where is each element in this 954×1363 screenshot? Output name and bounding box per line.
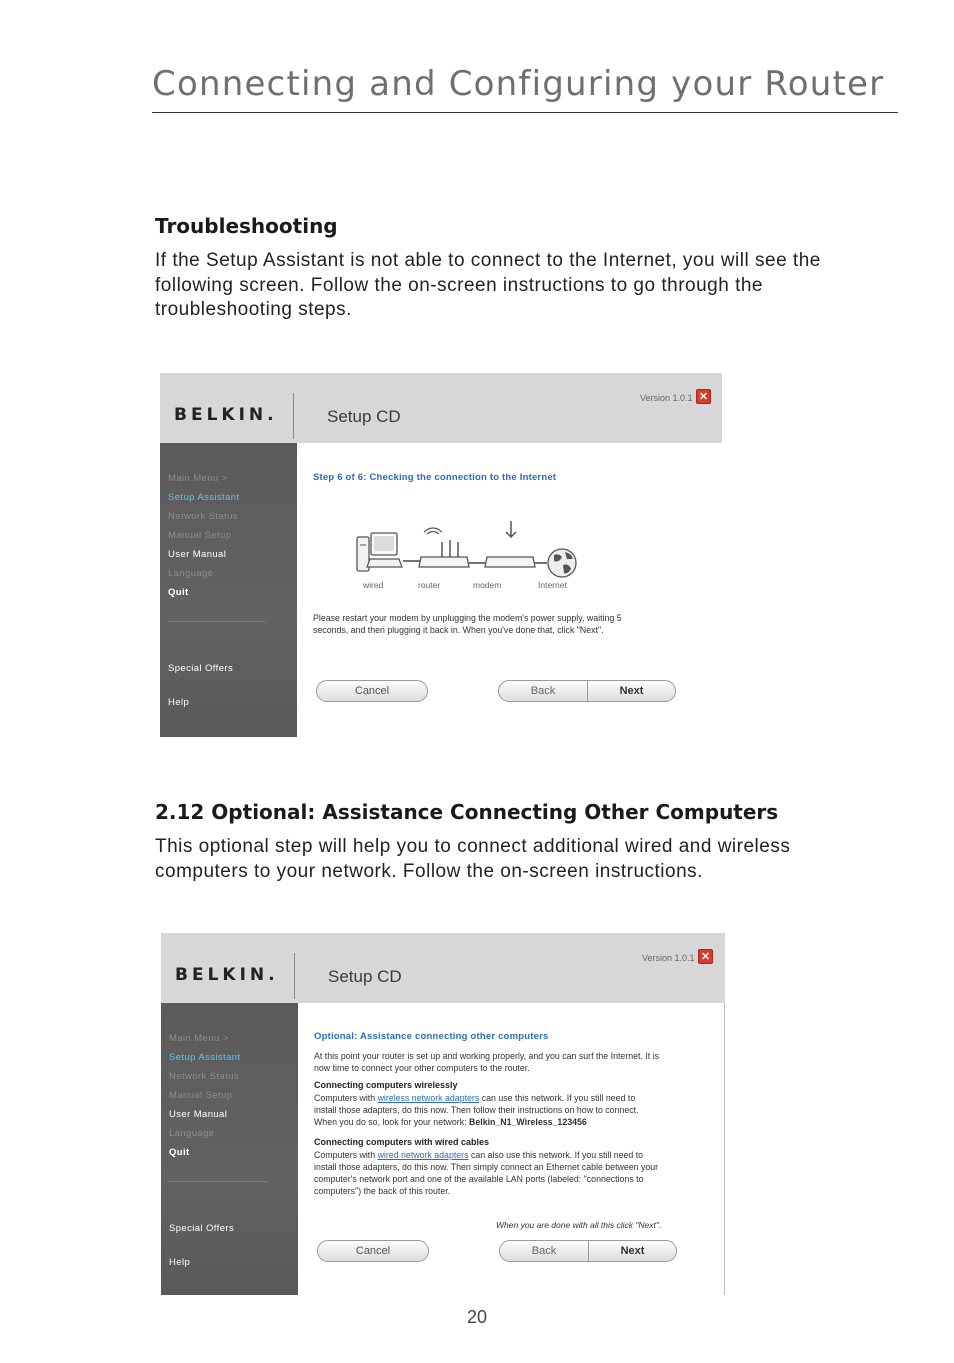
nav-setup-assistant[interactable]: Setup Assistant (168, 492, 240, 503)
page-header (152, 60, 898, 113)
wireless-text: Computers with wireless network adapters can use this network. If you still need to install those adapters, do this now. Then follow their instructions on how to connect. When you do so, look for your network: Belkin_N1_Wireless_123456 (314, 1093, 639, 1127)
nav-main-menu[interactable]: Main Menu > (169, 1033, 229, 1044)
sidebar-divider (169, 1181, 267, 1182)
app-header (161, 933, 725, 1003)
version-label: Version 1.0.1 (640, 393, 693, 403)
diagram-label-modem: modem (473, 580, 502, 590)
main-panel (298, 1003, 725, 1295)
troubleshooting-heading: Troubleshooting (155, 214, 338, 238)
wireless-heading: Connecting computers wirelessly (314, 1080, 458, 1090)
wired-adapters-link[interactable]: wired network adapters (377, 1150, 469, 1160)
nav-manual-setup[interactable]: Manual Setup (168, 530, 232, 541)
wireless-adapters-link[interactable]: wireless network adapters (377, 1093, 480, 1103)
app-title: Setup CD (327, 407, 401, 426)
wired-text: Computers with wired network adapters can also use this network. If you still need to install those adapters, do this now. Then simply connect an Ethernet cable between your computer's network port and one of the available LAN ports (labeled: "connections to computers") the back of this router. (314, 1150, 659, 1196)
network-name: Belkin_N1_Wireless_123456 (469, 1117, 587, 1127)
nav-network-status[interactable]: Network Status (168, 511, 239, 522)
logo-divider (293, 393, 294, 439)
nav-setup-assistant[interactable]: Setup Assistant (169, 1052, 241, 1063)
nav-network-status[interactable]: Network Status (169, 1071, 240, 1082)
nav-language[interactable]: Language (168, 568, 214, 579)
setup-screen-optional (161, 933, 725, 1295)
nav-manual-setup[interactable]: Manual Setup (169, 1090, 233, 1101)
diagram-label-internet: Internet (538, 580, 567, 590)
optional-heading: Optional: Assistance connecting other computers (314, 1031, 549, 1042)
cancel-button[interactable]: Cancel (316, 680, 428, 702)
sidebar-divider (168, 621, 266, 622)
nav-main-menu[interactable]: Main Menu > (168, 473, 228, 484)
computer-icon (357, 533, 402, 571)
page-number: 20 (466, 1307, 488, 1327)
troubleshooting-body: If the Setup Assistant is not able to connect to the Internet, you will see the following screen. Follow the on-screen instructions to go through the troubleshooting steps. (155, 250, 821, 320)
setup-screen-troubleshooting (160, 373, 722, 737)
nav-special-offers[interactable]: Special Offers (168, 663, 234, 674)
next-button[interactable]: Next (620, 1245, 645, 1257)
nav-quit[interactable]: Quit (169, 1147, 190, 1158)
router-icon (419, 528, 469, 567)
nav-user-manual[interactable]: User Manual (168, 549, 227, 560)
restart-instruction: Please restart your modem by unplugging the modem's power supply, waiting 5 seconds, and then plugging it back in. When you've done that, click "Next". (313, 613, 622, 635)
intro-text: At this point your router is set up and working properly, and you can surf the Internet. It is now time to connect your other computers to the router. (314, 1051, 660, 1073)
back-button[interactable]: Back (530, 685, 556, 697)
frame-right-edge (724, 1003, 725, 1295)
nav-language[interactable]: Language (169, 1128, 215, 1139)
belkin-logo: BELKIN. (174, 405, 278, 425)
globe-icon (548, 549, 576, 577)
page-title: Connecting and Configuring your Router (152, 64, 885, 104)
section-212-body: This optional step will help you to connect additional wired and wireless computers to your network. Follow the on-screen instructions. (155, 836, 791, 882)
close-icon[interactable]: ✕ (696, 389, 711, 404)
modem-icon (485, 521, 535, 567)
step-heading: Step 6 of 6: Checking the connection to the Internet (313, 472, 557, 483)
diagram-label-wired: wired (363, 580, 384, 590)
main-panel (297, 443, 722, 737)
nav-user-manual[interactable]: User Manual (169, 1109, 228, 1120)
back-next-button-group (498, 680, 676, 702)
logo-divider (294, 953, 295, 999)
sidebar-nav (161, 1003, 298, 1295)
cancel-button[interactable]: Cancel (317, 1240, 429, 1262)
wired-heading: Connecting computers with wired cables (314, 1137, 490, 1147)
belkin-logo: BELKIN. (175, 965, 279, 985)
version-label: Version 1.0.1 (642, 953, 695, 963)
nav-quit[interactable]: Quit (168, 587, 189, 598)
nav-help[interactable]: Help (169, 1257, 191, 1268)
section-212-heading: 2.12 Optional: Assistance Connecting Other Computers (155, 800, 779, 824)
app-title: Setup CD (328, 967, 402, 986)
app-header (160, 373, 722, 443)
close-icon[interactable]: ✕ (698, 949, 713, 964)
diagram-label-router: router (418, 580, 441, 590)
back-next-button-group (499, 1240, 677, 1262)
sidebar-nav (160, 443, 297, 737)
network-diagram (355, 517, 595, 589)
next-button[interactable]: Next (619, 685, 644, 697)
back-button[interactable]: Back (531, 1245, 557, 1257)
nav-special-offers[interactable]: Special Offers (169, 1223, 235, 1234)
done-note: When you are done with all this click "Next". (496, 1220, 662, 1230)
nav-help[interactable]: Help (168, 697, 190, 708)
